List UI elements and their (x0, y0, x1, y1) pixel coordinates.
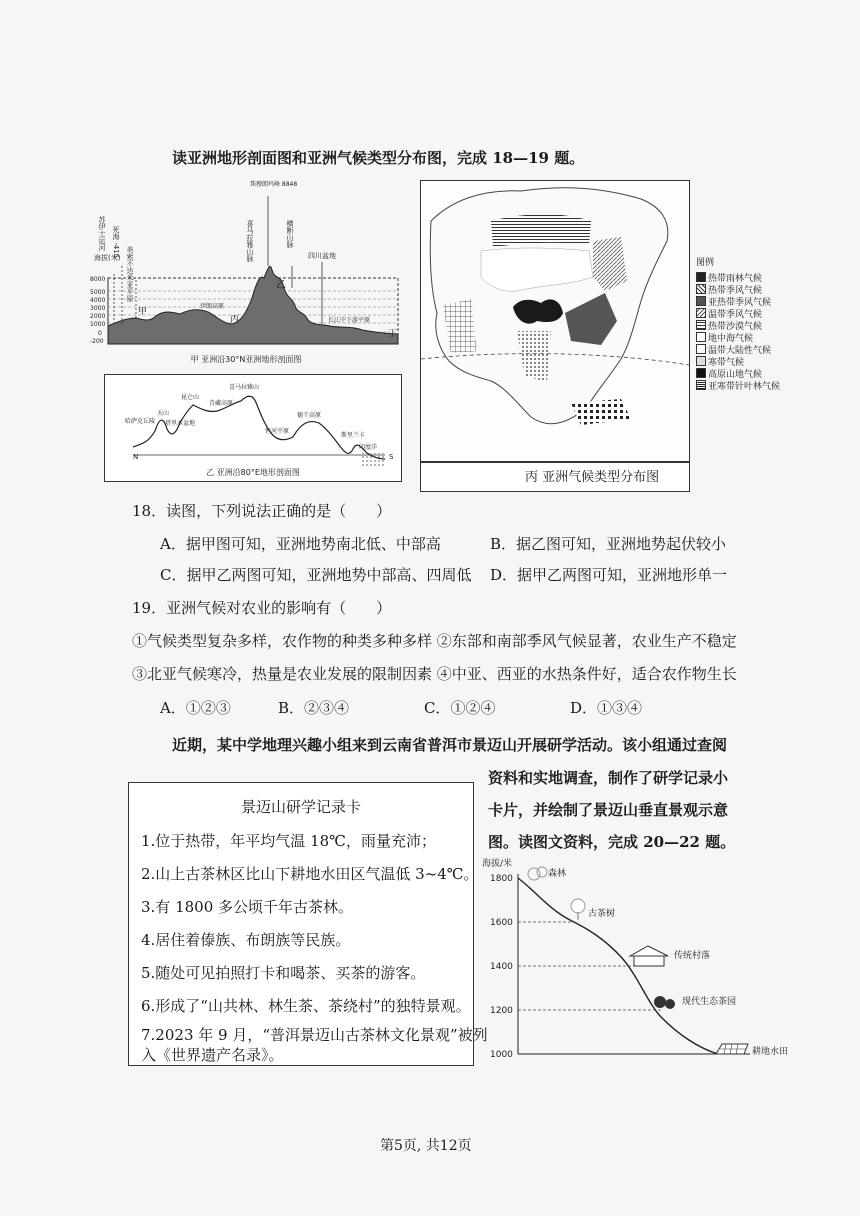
profile-y-title: 海拔/米 (482, 859, 513, 869)
legend-item (696, 380, 780, 393)
zone-village: 传统村落 (674, 951, 711, 961)
tea-tree-icon (571, 899, 585, 920)
research-record-card (128, 782, 488, 1066)
label-bing: 丙 (230, 315, 240, 325)
label-suez: 苏伊士运河 (98, 216, 106, 251)
profile-svg (474, 854, 789, 1064)
legend-label: 热带沙漠气候 (708, 322, 763, 332)
q18-option-c: C．据甲乙两图可知，亚洲地势中部高、四周低 (160, 566, 472, 584)
zone-paddy: 耕地水田 (752, 1047, 789, 1057)
y-tick-1000: 1000 (490, 1050, 513, 1060)
legend-label: 热带雨林气候 (708, 274, 763, 284)
figure-bing-climate-map (420, 180, 690, 462)
y-tick: 2000 (90, 313, 106, 320)
q19-stem: 19．亚洲气候对农业的影响有（ ） (132, 599, 392, 617)
card-item: 6.形成了“山共林、林生茶、茶绕村”的独特景观。 (141, 997, 471, 1015)
intro-20-22-line1: 近期，某中学地理兴趣小组来到云南省普洱市景迈山开展研学活动。该小组通过查阅 (172, 736, 728, 754)
legend-label: 地中海气候 (708, 334, 754, 344)
vertical-landscape-diagram (474, 854, 789, 1064)
figure-yi-svg (105, 375, 401, 481)
label-ganges: 恒河平原 (265, 428, 290, 435)
card-item: 2.山上古茶林区比山下耕地水田区气温低 3~4℃。 (141, 865, 479, 883)
figure-jia-terrain-30n (90, 176, 402, 368)
q18-stem: 18．读图，下列说法正确的是（ ） (132, 502, 392, 520)
figure-yi-terrain-80e (104, 374, 402, 482)
forest-icon (528, 867, 547, 880)
label-s: S (389, 453, 394, 461)
label-indian-ocean: 印度洋 (359, 444, 378, 451)
legend-label: 温带季风气候 (708, 310, 763, 320)
q18-option-d: D．据甲乙两图可知，亚洲地形单一 (490, 566, 728, 584)
label-kazakh: 哈萨克丘陵 (125, 418, 156, 425)
zone-forest: 森林 (548, 869, 567, 879)
q19-line2: ③北亚气候寒冷，热量是农业发展的限制因素 ④中亚、西亚的水热条件好，适合农作物生长 (132, 665, 737, 683)
legend-label: 亚热带季风气候 (708, 298, 772, 308)
q18-option-b: B．据乙图可知，亚洲地势起伏较小 (490, 535, 727, 553)
label-qinghai: 青藏高原 (209, 400, 234, 407)
y-axis-title: 海拔(米) (94, 254, 121, 262)
legend-label: 高原山地气候 (708, 370, 763, 380)
legend-title: 图例 (696, 258, 715, 268)
y-tick: 3000 (90, 305, 106, 312)
legend-swatch (696, 344, 706, 354)
legend-swatch (696, 368, 706, 378)
legend-swatch (696, 380, 706, 390)
intro-18-19: 读亚洲地形剖面图和亚洲气候类型分布图，完成 18—19 题。 (172, 149, 585, 167)
legend-swatch (696, 308, 706, 318)
zone-tea-garden: 现代生态茶园 (682, 997, 737, 1007)
card-item: 3.有 1800 多公顷千年古茶林。 (141, 898, 354, 916)
fig-yi-caption: 乙 亚洲沿80°E地形剖面图 (206, 468, 300, 477)
intro-20-22-line4: 图。读图文资料，完成 20—22 题。 (488, 833, 736, 851)
fig-bing-caption-box (420, 462, 690, 492)
card-title: 景迈山研学记录卡 (240, 798, 361, 816)
label-iran: 伊朗高原 (200, 303, 225, 310)
legend-swatch (696, 320, 706, 330)
legend-swatch (696, 332, 706, 342)
label-yi: 乙 (276, 280, 286, 291)
label-hengduan: 横断山脉 (286, 220, 294, 248)
label-ding: 丁 (388, 329, 398, 339)
y-tick-1800: 1800 (490, 874, 513, 884)
legend-label: 亚寒带针叶林气候 (708, 382, 781, 392)
label-everest: 珠穆朗玛峰 8848 (250, 181, 298, 188)
q19-option-b: B．②③④ (278, 699, 350, 717)
y-tick: 4000 (90, 297, 106, 304)
card-item: 1.位于热带，年平均气温 18℃，雨量充沛； (141, 832, 436, 850)
y-tick: -200 (90, 338, 104, 345)
legend-swatch (696, 272, 706, 282)
tea-garden-icon (654, 996, 675, 1009)
label-n: N (133, 453, 139, 461)
label-dead-sea: 死海 -415 (112, 226, 120, 259)
label-yangtze: 长江中下游平原 (328, 317, 371, 324)
legend-swatch (696, 296, 706, 306)
figure-jia-svg (90, 176, 402, 368)
q19-option-c: C．①②④ (424, 699, 496, 717)
card-item: 7.2023 年 9 月，“普洱景迈山古茶林文化景观”被列 (141, 1026, 488, 1044)
y-tick-1600: 1600 (490, 918, 513, 928)
label-himalaya: 喜马拉雅山脉 (246, 220, 254, 262)
intro-20-22-line3: 卡片，并绘制了景迈山垂直景观示意 (488, 801, 729, 819)
zone-tea-tree: 古茶树 (588, 909, 616, 919)
label-tianshan: 天山 (157, 410, 170, 417)
fig-bing-caption: 丙 亚洲气候类型分布图 (525, 470, 660, 485)
y-tick: 5000 (90, 289, 106, 296)
q19-option-a: A．①②③ (160, 699, 231, 717)
label-mesopotamia: 美索不达米亚平原 (126, 246, 134, 302)
intro-20-22-line2: 资料和实地调查，制作了研学记录小 (488, 769, 729, 787)
fig-jia-caption: 甲 亚洲沿30°N亚洲地形剖面图 (190, 355, 302, 364)
y-tick: 8000 (90, 276, 106, 283)
legend-label: 热带季风气候 (708, 286, 763, 296)
y-tick: 0 (98, 330, 102, 337)
climate-legend (696, 258, 836, 398)
y-tick-1200: 1200 (490, 1006, 513, 1016)
label-deccan: 德干高原 (297, 412, 322, 419)
label-jia: 甲 (138, 307, 148, 317)
card-item: 4.居住着傣族、布朗族等民族。 (141, 931, 351, 949)
label-tarim: 塔里木盆地 (165, 420, 196, 427)
card-item: 5.随处可见拍照打卡和喝茶、买茶的游客。 (141, 964, 426, 982)
y-tick-1400: 1400 (490, 962, 513, 972)
climate-map-svg (421, 181, 689, 461)
label-kunlun: 昆仑山 (181, 394, 200, 401)
village-house-icon (630, 946, 668, 966)
legend-label: 温带大陆性气候 (708, 346, 772, 356)
q19-option-d: D．①③④ (570, 699, 643, 717)
y-tick: 1000 (90, 321, 106, 328)
label-sichuan: 四川盆地 (308, 252, 336, 260)
page-footer: 第5页, 共12页 (380, 1138, 472, 1154)
card-item: 入《世界遗产名录》。 (141, 1046, 284, 1064)
paddy-field-icon (716, 1044, 748, 1054)
label-srilanka: 斯里兰卡 (341, 432, 366, 439)
y-ticks (90, 276, 105, 345)
q18-option-a: A．据甲图可知，亚洲地势南北低、中部高 (160, 535, 441, 553)
q19-line1: ①气候类型复杂多样，农作物的种类多种多样 ②东部和南部季风气候显著，农业生产不稳定 (132, 632, 737, 650)
label-himalaya-80e: 喜马拉雅山 (229, 384, 260, 391)
legend-label: 寒带气候 (708, 358, 745, 368)
legend-swatch (696, 284, 706, 294)
legend-swatch (696, 356, 706, 366)
